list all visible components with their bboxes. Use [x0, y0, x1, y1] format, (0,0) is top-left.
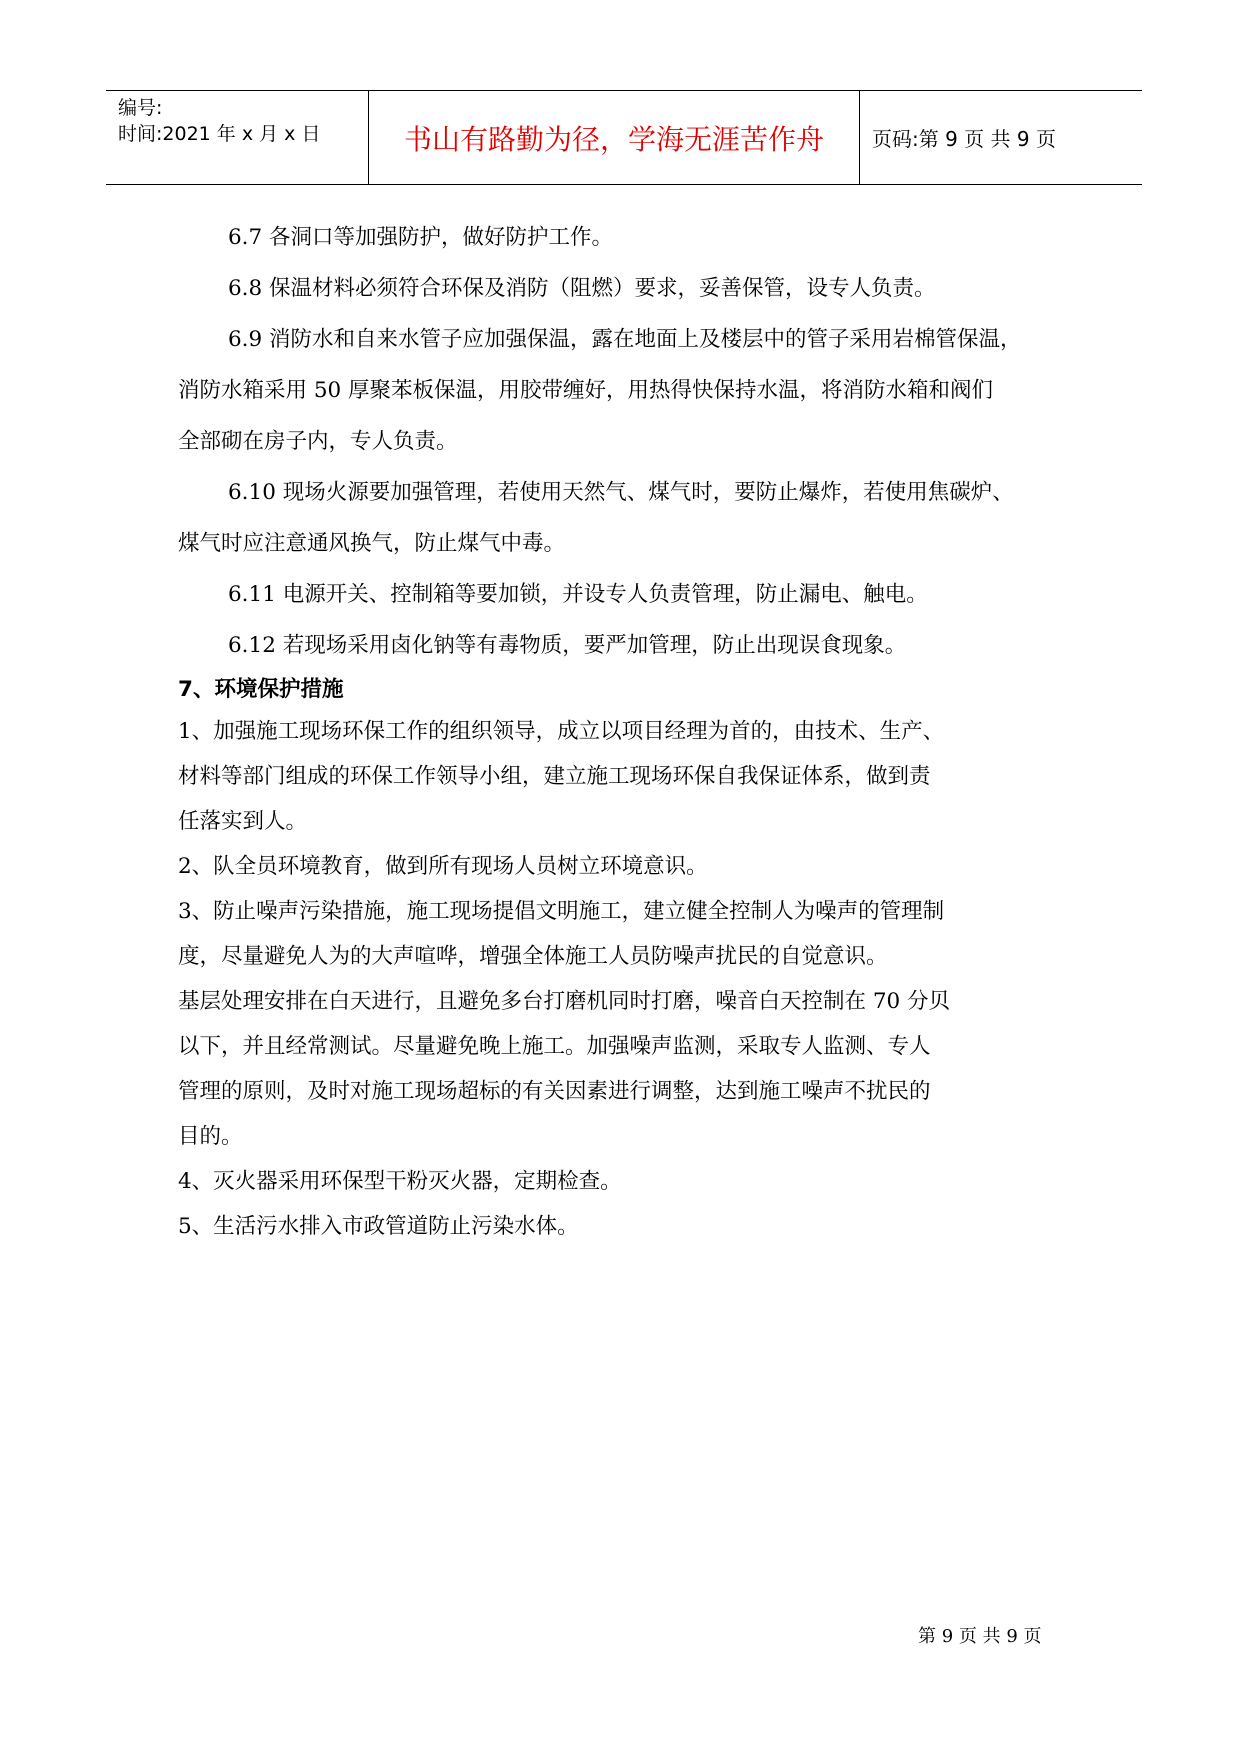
paragraph-6-12: 6.12 若现场采用卤化钠等有毒物质，要严加管理，防止出现误食现象。: [228, 633, 907, 658]
item-3-line1: 3、防止噪声污染措施，施工现场提倡文明施工，建立健全控制人为噪声的管理制: [178, 899, 945, 924]
item-3-line5: 管理的原则，及时对施工现场超标的有关因素进行调整，达到施工噪声不扰民的: [178, 1079, 931, 1104]
header-page-info: 页码:第 9 页 共 9 页: [872, 127, 1056, 151]
item-5: 5、生活污水排入市政管道防止污染水体。: [178, 1214, 579, 1239]
item-1-line2: 材料等部门组成的环保工作领导小组，建立施工现场环保自我保证体系，做到责: [178, 764, 931, 789]
item-4: 4、灭火器采用环保型干粉灭火器，定期检查。: [178, 1169, 622, 1194]
paragraph-6-9-line1: 6.9 消防水和自来水管子应加强保温，露在地面上及楼层中的管子采用岩棉管保温，: [228, 327, 1022, 352]
section-heading-7: 7、环境保护措施: [178, 677, 344, 702]
item-1-line1: 1、加强施工现场环保工作的组织领导，成立以项目经理为首的，由技术、生产、: [178, 719, 945, 744]
document-number-label: 编号:: [118, 97, 163, 119]
paragraph-6-11: 6.11 电源开关、控制箱等要加锁，并设专人负责管理，防止漏电、触电。: [228, 582, 928, 607]
item-3-line6: 目的。: [178, 1124, 243, 1149]
page-header: [106, 90, 1142, 185]
paragraph-6-8: 6.8 保温材料必须符合环保及消防（阻燃）要求，妥善保管，设专人负责。: [228, 276, 936, 301]
paragraph-6-7: 6.7 各洞口等加强防护，做好防护工作。: [228, 225, 614, 250]
paragraph-6-10-line1: 6.10 现场火源要加强管理，若使用天然气、煤气时，要防止爆炸，若使用焦碳炉、: [228, 480, 1014, 505]
item-3-line2: 度，尽量避免人为的大声喧哗，增强全体施工人员防噪声扰民的自觉意识。: [178, 944, 888, 969]
document-time-label: 时间:2021 年 x 月 x 日: [118, 123, 321, 145]
paragraph-6-9-line2: 消防水箱采用 50 厚聚苯板保温，用胶带缠好，用热得快保持水温，将消防水箱和阀们: [178, 378, 994, 403]
item-1-line3: 任落实到人。: [178, 809, 308, 834]
item-2: 2、队全员环境教育，做到所有现场人员树立环境意识。: [178, 854, 708, 879]
paragraph-6-9-line3: 全部砌在房子内，专人负责。: [178, 429, 458, 454]
paragraph-6-10-line2: 煤气时应注意通风换气，防止煤气中毒。: [178, 531, 566, 556]
header-left-cell: [118, 91, 368, 184]
item-3-line4: 以下，并且经常测试。尽量避免晚上施工。加强噪声监测，采取专人监测、专人: [178, 1034, 931, 1059]
item-3-line3: 基层处理安排在白天进行，且避免多台打磨机同时打磨，噪音白天控制在 70 分贝: [178, 989, 951, 1014]
page-footer: 第 9 页 共 9 页: [918, 1626, 1042, 1647]
header-motto: 书山有路勤为径，学海无涯苦作舟: [368, 91, 860, 184]
document-body: [178, 212, 1153, 1249]
